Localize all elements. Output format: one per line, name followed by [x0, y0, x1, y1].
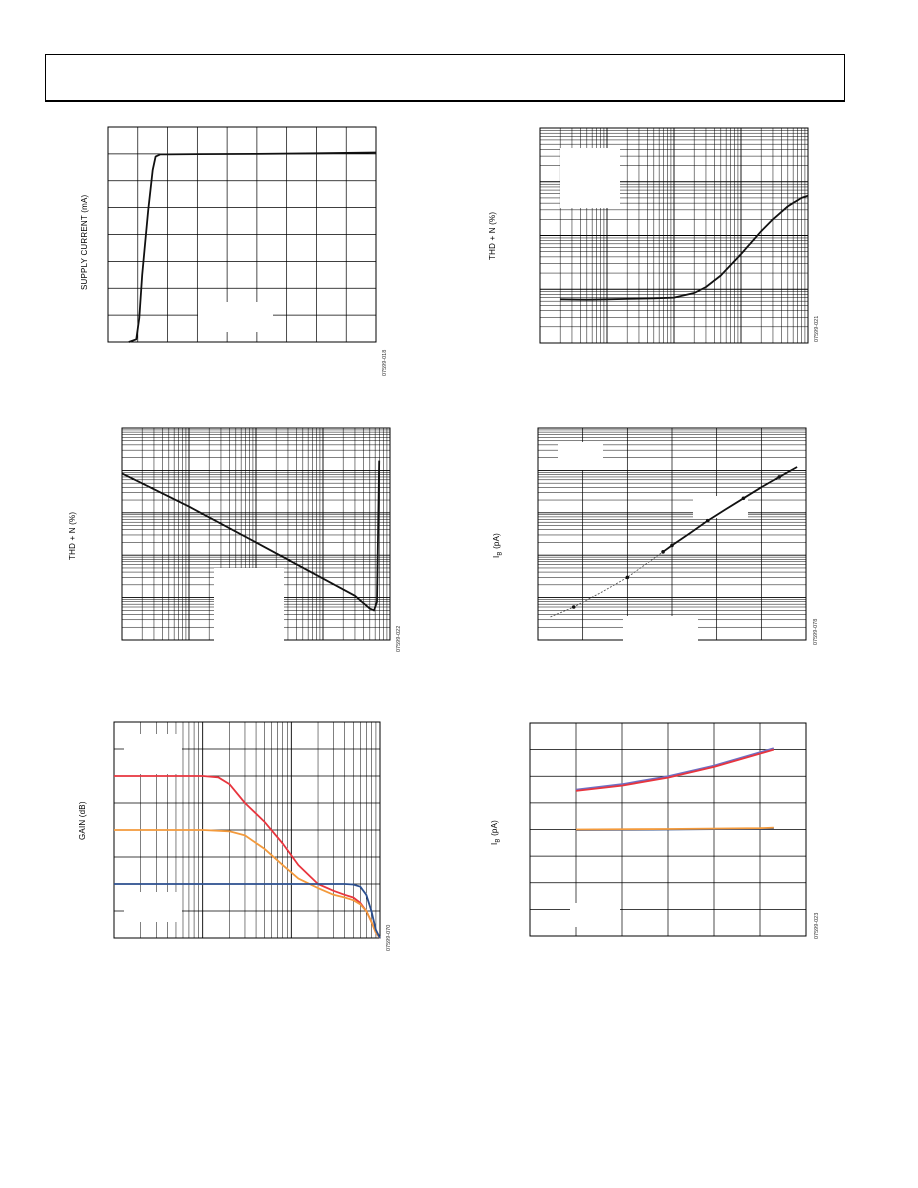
data-point	[742, 496, 746, 500]
legend-box	[124, 734, 182, 774]
y-axis-label	[80, 195, 89, 290]
figure-id: 07599-022	[396, 625, 402, 652]
y-axis-label	[68, 512, 77, 560]
chart-ib-vs-vcm	[480, 715, 830, 955]
chart-supply-current	[70, 120, 400, 380]
y-axis-label	[490, 820, 502, 845]
page-header	[45, 54, 845, 102]
series-line-3	[576, 828, 774, 830]
y-axis-label	[488, 212, 497, 260]
y-axis-label-text: I	[492, 555, 501, 558]
y-axis-label-text: SUPPLY CURRENT (mA)	[80, 194, 89, 290]
chart-svg	[480, 715, 830, 955]
data-point	[777, 475, 781, 479]
data-point	[670, 544, 674, 548]
y-axis-label-unit: (pA)	[492, 533, 501, 552]
y-axis-label-text: THD + N (%)	[68, 511, 77, 560]
chart-svg	[60, 420, 410, 660]
legend-box	[198, 302, 273, 332]
series-line-0	[560, 196, 808, 300]
y-axis-label-unit: (pA)	[490, 820, 499, 839]
y-axis-label	[492, 533, 504, 558]
chart-gain-vs-frequency	[70, 715, 400, 955]
series-line-0	[576, 748, 774, 789]
series-line-1	[576, 750, 774, 791]
figure-id: 07599-070	[386, 924, 392, 951]
figure-id: 07599-018	[382, 349, 388, 376]
y-axis-label-text: GAIN (dB)	[78, 801, 87, 840]
y-axis-label	[78, 801, 87, 840]
chart-svg	[480, 120, 830, 370]
y-axis-label-text: THD + N (%)	[488, 211, 497, 260]
figure-id: 07599-023	[814, 912, 820, 939]
legend-box	[214, 568, 284, 648]
chart-thd-n-vs-amplitude	[60, 420, 410, 660]
data-point	[626, 576, 630, 580]
y-axis-label-text: I	[490, 842, 499, 845]
chart-thd-n-vs-frequency	[480, 120, 830, 370]
chart-svg	[70, 120, 400, 380]
legend-box	[623, 616, 698, 646]
data-point	[572, 605, 576, 609]
legend-box	[558, 442, 603, 470]
figure-id: 07599-021	[814, 315, 820, 342]
chart-svg	[480, 420, 830, 660]
legend-box	[570, 903, 620, 927]
legend-box	[124, 892, 182, 922]
chart-svg	[70, 715, 400, 955]
data-point	[706, 519, 710, 523]
legend-box	[560, 148, 620, 208]
y-axis-label-subscript: B	[497, 551, 504, 556]
figure-id: 07599-078	[813, 618, 819, 645]
chart-ib-vs-temperature	[480, 420, 830, 660]
y-axis-label-subscript: B	[495, 838, 502, 843]
legend-box	[693, 496, 748, 518]
